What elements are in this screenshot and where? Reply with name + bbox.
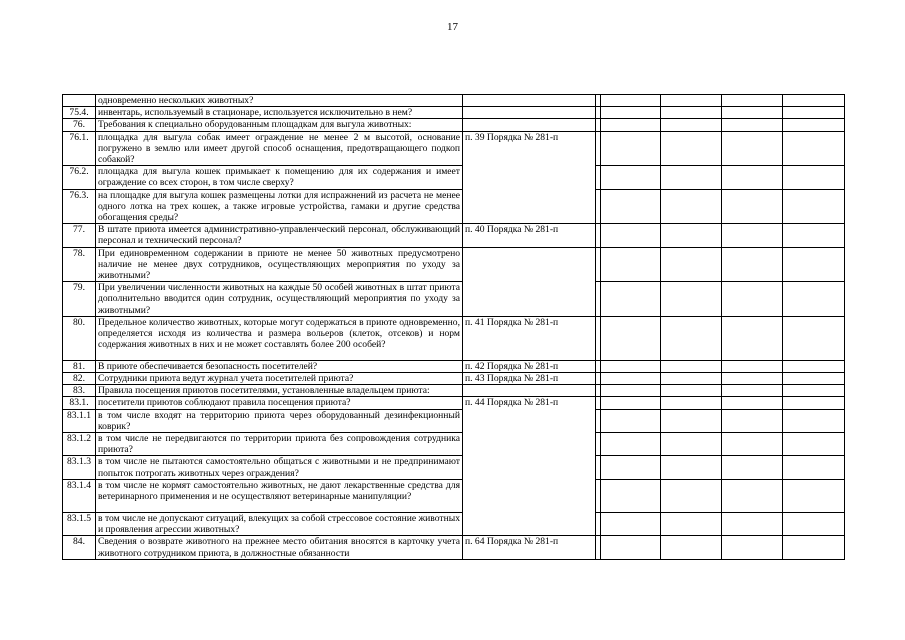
answer-cell: [783, 119, 845, 131]
answer-cell: [601, 131, 661, 166]
answer-cell: [783, 536, 845, 559]
answer-cell: [661, 397, 722, 409]
item-number: 76.1.: [63, 131, 96, 166]
item-number: 83.1.4: [63, 479, 96, 512]
requirement-text: инвентарь, используемый в стационаре, используется исключительно в нем?: [96, 107, 463, 119]
requirement-text: в том числе не пытаются самостоятельно общаться с животными и не предпринимают попыток потрогать животных через ограждения?: [96, 456, 463, 479]
answer-cell: [722, 433, 783, 456]
table-row: [63, 119, 845, 131]
answer-cell: [661, 189, 722, 224]
requirement-text: В штате приюта имеется административно-управленческий персонал, обслуживающий персонал и технический персонал?: [96, 224, 463, 247]
answer-cell: [783, 512, 845, 535]
page-number: 17: [447, 21, 458, 33]
table-row: [63, 456, 845, 479]
item-number: 76.3.: [63, 189, 96, 224]
requirement-text: в том числе входят на территорию приюта через оборудованный дезинфекционный коврик?: [96, 409, 463, 432]
item-number: 82.: [63, 373, 96, 385]
table-row: [63, 282, 845, 317]
answer-cell: [601, 316, 661, 360]
answer-cell: [661, 107, 722, 119]
answer-cell: [601, 433, 661, 456]
table-row: [63, 360, 845, 372]
answer-cell: [722, 119, 783, 131]
legal-reference: п. 42 Порядка № 281-п: [463, 360, 596, 372]
table-row: [63, 131, 845, 166]
requirement-text: на площадке для выгула кошек размещены лотки для испражнений из расчета не менее одного лотка на трех кошек, а также игровые устройства, гамаки и другие средства обогащения среды?: [96, 189, 463, 224]
item-number: [63, 95, 96, 107]
requirement-text: в том числе не передвигаются по территории приюта без сопровождения сотрудника приюта?: [96, 433, 463, 456]
table-row: [63, 397, 845, 409]
answer-cell: [783, 166, 845, 189]
legal-reference: п. 44 Порядка № 281-п: [463, 397, 596, 536]
requirement-text: При единовременном содержании в приюте не менее 50 животных предусмотрено наличие не менее двух сотрудников, осуществляющих мероприятия по уходу за животными?: [96, 247, 463, 282]
answer-cell: [601, 409, 661, 432]
answer-cell: [722, 512, 783, 535]
answer-cell: [722, 282, 783, 317]
answer-cell: [661, 247, 722, 282]
answer-cell: [722, 479, 783, 512]
item-number: 77.: [63, 224, 96, 247]
legal-reference: п. 40 Порядка № 281-п: [463, 224, 596, 247]
answer-cell: [722, 189, 783, 224]
answer-cell: [722, 409, 783, 432]
table-row: [63, 433, 845, 456]
answer-cell: [783, 107, 845, 119]
answer-cell: [722, 456, 783, 479]
answer-cell: [601, 119, 661, 131]
answer-cell: [783, 397, 845, 409]
table-row: [63, 385, 845, 397]
answer-cell: [661, 282, 722, 317]
legal-reference: п. 41 Порядка № 281-п: [463, 316, 596, 360]
answer-cell: [661, 385, 722, 397]
item-number: 83.1.5: [63, 512, 96, 535]
item-number: 78.: [63, 247, 96, 282]
answer-cell: [661, 166, 722, 189]
answer-cell: [661, 373, 722, 385]
requirement-text: в том числе не допускают ситуаций, влекущих за собой стрессовое состояние животных и проявления агрессии животных?: [96, 512, 463, 535]
answer-cell: [783, 316, 845, 360]
answer-cell: [722, 373, 783, 385]
item-number: 83.1.3: [63, 456, 96, 479]
answer-cell: [661, 433, 722, 456]
item-number: 83.: [63, 385, 96, 397]
answer-cell: [601, 512, 661, 535]
legal-reference: [463, 385, 596, 397]
table-row: [63, 316, 845, 360]
answer-cell: [601, 189, 661, 224]
item-number: 83.1.: [63, 397, 96, 409]
item-number: 81.: [63, 360, 96, 372]
answer-cell: [601, 95, 661, 107]
requirement-text: площадка для выгула собак имеет ограждение не менее 2 м высотой, основание погружено в землю или имеет другой способ оснащения, предотвращающего подкоп собакой?: [96, 131, 463, 166]
table-row: [63, 409, 845, 432]
answer-cell: [661, 119, 722, 131]
item-number: 84.: [63, 536, 96, 559]
answer-cell: [661, 360, 722, 372]
table-row: [63, 189, 845, 224]
answer-cell: [601, 536, 661, 559]
answer-cell: [722, 397, 783, 409]
answer-cell: [601, 247, 661, 282]
item-number: 83.1.2: [63, 433, 96, 456]
requirement-text: Требования к специально оборудованным площадкам для выгула животных:: [96, 119, 463, 131]
answer-cell: [661, 536, 722, 559]
item-number: 76.2.: [63, 166, 96, 189]
table-row: [63, 95, 845, 107]
table-row: [63, 247, 845, 282]
answer-cell: [783, 373, 845, 385]
table-row: [63, 107, 845, 119]
answer-cell: [601, 107, 661, 119]
answer-cell: [601, 456, 661, 479]
answer-cell: [601, 397, 661, 409]
item-number: 79.: [63, 282, 96, 317]
answer-cell: [783, 409, 845, 432]
checklist-table: [62, 94, 845, 560]
answer-cell: [722, 95, 783, 107]
requirement-text: Сотрудники приюта ведут журнал учета посетителей приюта?: [96, 373, 463, 385]
answer-cell: [661, 479, 722, 512]
legal-reference: [463, 247, 596, 316]
requirement-text: площадка для выгула кошек примыкает к помещению для их содержания и имеет ограждение со всех сторон, в том числе сверху?: [96, 166, 463, 189]
answer-cell: [783, 456, 845, 479]
answer-cell: [783, 131, 845, 166]
item-number: 76.: [63, 119, 96, 131]
legal-reference: п. 64 Порядка № 281-п: [463, 536, 596, 559]
table-row: [63, 373, 845, 385]
requirement-text: При увеличении численности животных на каждые 50 особей животных в штат приюта дополнительно вводится один сотрудник, осуществляющий мероприятия по уходу за животными?: [96, 282, 463, 317]
table-row: [63, 166, 845, 189]
answer-cell: [661, 131, 722, 166]
legal-reference: п. 43 Порядка № 281-п: [463, 373, 596, 385]
item-number: 83.1.1: [63, 409, 96, 432]
answer-cell: [601, 373, 661, 385]
item-number: 75.4.: [63, 107, 96, 119]
requirement-text: посетители приютов соблюдают правила посещения приюта?: [96, 397, 463, 409]
answer-cell: [722, 316, 783, 360]
answer-cell: [783, 224, 845, 247]
answer-cell: [661, 512, 722, 535]
table-row: [63, 224, 845, 247]
requirement-text: Правила посещения приютов посетителями, установленные владельцем приюта:: [96, 385, 463, 397]
answer-cell: [722, 107, 783, 119]
requirement-text: В приюте обеспечивается безопасность посетителей?: [96, 360, 463, 372]
legal-reference: [463, 107, 596, 119]
answer-cell: [722, 385, 783, 397]
answer-cell: [783, 247, 845, 282]
answer-cell: [722, 360, 783, 372]
answer-cell: [661, 224, 722, 247]
requirement-text: Сведения о возврате животного на прежнее место обитания вносятся в карточку учета животного сотрудником приюта, в должностные обязанности: [96, 536, 463, 559]
table-row: [63, 512, 845, 535]
answer-cell: [661, 95, 722, 107]
table-row: [63, 536, 845, 559]
answer-cell: [783, 385, 845, 397]
answer-cell: [783, 282, 845, 317]
requirement-text: в том числе не кормят самостоятельно животных, не дают лекарственные средства для ветеринарного применения и не осуществляют ветеринарные манипуляции?: [96, 479, 463, 512]
legal-reference: п. 39 Порядка № 281-п: [463, 131, 596, 224]
requirement-text: одновременно нескольких животных?: [96, 95, 463, 107]
answer-cell: [722, 131, 783, 166]
answer-cell: [601, 224, 661, 247]
answer-cell: [783, 360, 845, 372]
answer-cell: [601, 479, 661, 512]
answer-cell: [722, 166, 783, 189]
answer-cell: [601, 166, 661, 189]
legal-reference: [463, 119, 596, 131]
requirement-text: Предельное количество животных, которые могут содержаться в приюте одновременно, определяется исходя из количества и размера вольеров (клеток, отсеков) и норм содержания животных в них и не может составлять более 200 особей?: [96, 316, 463, 360]
item-number: 80.: [63, 316, 96, 360]
answer-cell: [661, 409, 722, 432]
answer-cell: [601, 360, 661, 372]
table-row: [63, 479, 845, 512]
answer-cell: [783, 433, 845, 456]
answer-cell: [661, 456, 722, 479]
answer-cell: [783, 479, 845, 512]
legal-reference: [463, 95, 596, 107]
answer-cell: [661, 316, 722, 360]
answer-cell: [722, 224, 783, 247]
answer-cell: [783, 189, 845, 224]
answer-cell: [783, 95, 845, 107]
answer-cell: [722, 536, 783, 559]
answer-cell: [601, 282, 661, 317]
answer-cell: [722, 247, 783, 282]
answer-cell: [601, 385, 661, 397]
